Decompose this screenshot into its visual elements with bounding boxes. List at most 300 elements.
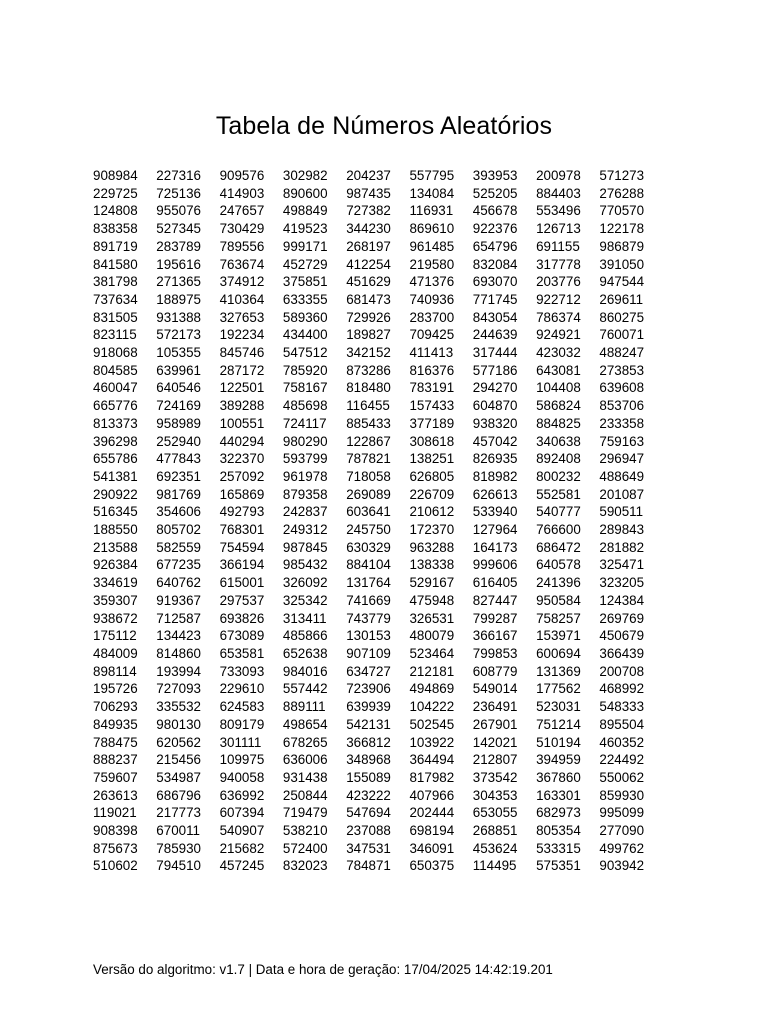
number-cell: 297537	[219, 592, 265, 608]
number-cell: 549014	[472, 681, 518, 697]
number-cell: 785920	[282, 362, 328, 378]
number-cell: 770570	[599, 203, 645, 219]
table-row	[93, 202, 663, 220]
number-cell: 471376	[409, 274, 455, 290]
number-cell: 875673	[93, 840, 138, 856]
number-cell: 367860	[536, 769, 581, 785]
number-cell: 364494	[409, 752, 455, 768]
table-row	[93, 822, 663, 840]
number-cell: 799287	[472, 610, 518, 626]
number-cell: 271365	[156, 274, 201, 290]
number-cell: 201087	[599, 486, 645, 502]
number-cell: 818480	[346, 380, 391, 396]
number-cell: 922376	[472, 221, 518, 237]
number-cell: 891719	[93, 238, 138, 254]
number-cell: 547512	[282, 345, 328, 361]
number-cell: 131369	[536, 663, 581, 679]
number-cell: 727093	[156, 681, 201, 697]
number-cell: 322370	[219, 451, 265, 467]
table-row	[93, 256, 663, 274]
number-cell: 200978	[536, 168, 581, 183]
number-cell: 268197	[346, 238, 391, 254]
number-cell: 961978	[282, 468, 328, 484]
number-cell: 114495	[472, 858, 517, 874]
number-cell: 302982	[282, 168, 328, 183]
number-cell: 165869	[219, 486, 265, 502]
number-cell: 751214	[536, 716, 581, 732]
table-row	[93, 309, 663, 327]
number-cell: 217773	[156, 805, 201, 821]
number-cell: 931388	[156, 309, 201, 325]
table-row	[93, 450, 663, 468]
number-cell: 488649	[599, 468, 645, 484]
number-cell: 540777	[536, 504, 581, 520]
number-cell: 326092	[282, 575, 328, 591]
number-cell: 908398	[93, 823, 138, 839]
number-cell: 884104	[346, 557, 391, 573]
number-cell: 296947	[599, 451, 645, 467]
number-cell: 938320	[472, 415, 518, 431]
number-cell: 105355	[156, 345, 201, 361]
number-cell: 153971	[536, 628, 581, 644]
number-cell: 215682	[219, 840, 265, 856]
number-cell: 477843	[156, 451, 201, 467]
number-cell: 655786	[93, 451, 138, 467]
number-cell: 195726	[93, 681, 138, 697]
table-row	[93, 610, 663, 628]
number-cell: 533940	[472, 504, 518, 520]
table-row	[93, 592, 663, 610]
table-row	[93, 397, 663, 415]
number-cell: 572173	[156, 327, 201, 343]
number-cell: 586824	[536, 398, 581, 414]
number-cell: 393953	[472, 168, 518, 183]
number-cell: 475948	[409, 592, 455, 608]
number-cell: 771745	[472, 291, 518, 307]
number-cell: 100551	[219, 415, 265, 431]
number-cell: 233358	[599, 415, 645, 431]
number-cell: 826935	[472, 451, 518, 467]
number-cell: 157433	[409, 398, 455, 414]
number-cell: 252940	[156, 433, 201, 449]
number-cell: 981769	[156, 486, 201, 502]
table-row	[93, 220, 663, 238]
number-cell: 375851	[282, 274, 328, 290]
number-cell: 670011	[156, 823, 200, 839]
number-cell: 414903	[219, 185, 265, 201]
number-cell: 488247	[599, 345, 645, 361]
number-cell: 557442	[282, 681, 328, 697]
number-cell: 247657	[219, 203, 265, 219]
number-cell: 104222	[409, 699, 455, 715]
number-cell: 804585	[93, 362, 138, 378]
number-cell: 523031	[536, 699, 581, 715]
number-cell: 124384	[599, 592, 645, 608]
number-cell: 817982	[409, 769, 455, 785]
number-cell: 281882	[599, 539, 645, 555]
number-cell: 706293	[93, 699, 138, 715]
number-cell: 652638	[282, 645, 328, 661]
number-cell: 724117	[282, 415, 327, 431]
number-cell: 572400	[282, 840, 328, 856]
number-cell: 958989	[156, 415, 201, 431]
number-cell: 366812	[346, 734, 391, 750]
number-cell: 327653	[219, 309, 265, 325]
number-cell: 193994	[156, 663, 201, 679]
number-cell: 313411	[282, 610, 327, 626]
number-cell: 788475	[93, 734, 138, 750]
number-cell: 283700	[409, 309, 455, 325]
number-cell: 172370	[409, 522, 455, 538]
number-cell: 269089	[346, 486, 391, 502]
number-cell: 754594	[219, 539, 265, 555]
table-row	[93, 663, 663, 681]
number-cell: 849935	[93, 716, 138, 732]
number-cell: 273853	[599, 362, 645, 378]
table-row	[93, 857, 663, 875]
number-cell: 366439	[599, 645, 645, 661]
number-cell: 729926	[346, 309, 391, 325]
number-cell: 653055	[472, 805, 518, 821]
number-cell: 931438	[282, 769, 328, 785]
number-cell: 624583	[219, 699, 265, 715]
number-cell: 650375	[409, 858, 455, 874]
number-cell: 227316	[156, 168, 201, 183]
number-cell: 348968	[346, 752, 391, 768]
table-row	[93, 167, 663, 185]
table-row	[93, 521, 663, 539]
number-cell: 698194	[409, 823, 455, 839]
number-cell: 366194	[219, 557, 265, 573]
number-cell: 450679	[599, 628, 645, 644]
number-cell: 577186	[472, 362, 518, 378]
number-cell: 229725	[93, 185, 138, 201]
number-cell: 843054	[472, 309, 518, 325]
number-cell: 423222	[346, 787, 391, 803]
number-cell: 955076	[156, 203, 201, 219]
number-cell: 494869	[409, 681, 455, 697]
number-cell: 212181	[409, 663, 455, 679]
number-cell: 354606	[156, 504, 201, 520]
number-cell: 884825	[536, 415, 581, 431]
number-cell: 267901	[472, 716, 518, 732]
number-cell: 534987	[156, 769, 201, 785]
number-cell: 325342	[282, 592, 328, 608]
number-cell: 277090	[599, 823, 645, 839]
number-cell: 984016	[282, 663, 328, 679]
number-cell: 340638	[536, 433, 581, 449]
number-cell: 950584	[536, 592, 581, 608]
number-cell: 366167	[472, 628, 518, 644]
number-cell: 188975	[156, 291, 201, 307]
table-row	[93, 645, 663, 663]
number-cell: 237088	[346, 823, 391, 839]
number-cell: 325471	[599, 557, 645, 573]
table-row	[93, 503, 663, 521]
table-row	[93, 804, 663, 822]
number-cell: 665776	[93, 398, 138, 414]
number-cell: 593799	[282, 451, 328, 467]
number-cell: 985432	[282, 557, 328, 573]
number-cell: 412254	[346, 256, 391, 272]
table-row	[93, 379, 663, 397]
table-row	[93, 362, 663, 380]
number-cell: 131764	[346, 575, 391, 591]
table-row	[93, 751, 663, 769]
number-cell: 317778	[536, 256, 581, 272]
number-cell: 608779	[472, 663, 518, 679]
number-cell: 766600	[536, 522, 581, 538]
number-cell: 620562	[156, 734, 201, 750]
number-cell: 457042	[472, 433, 518, 449]
number-cell: 116455	[346, 398, 390, 414]
number-cell: 410364	[219, 291, 265, 307]
number-cell: 723906	[346, 681, 391, 697]
number-cell: 607394	[219, 805, 265, 821]
number-cell: 889111	[282, 699, 326, 715]
number-cell: 814860	[156, 645, 201, 661]
number-cell: 175112	[93, 628, 137, 644]
number-cell: 999606	[472, 557, 518, 573]
number-cell: 346091	[409, 840, 455, 856]
number-cell: 986879	[599, 238, 645, 254]
number-cell: 763674	[219, 256, 265, 272]
number-cell: 538210	[282, 823, 328, 839]
number-cell: 124808	[93, 203, 138, 219]
number-cell: 138338	[409, 557, 455, 573]
number-cell: 845746	[219, 345, 265, 361]
number-cell: 212807	[472, 752, 518, 768]
number-cell: 859930	[599, 787, 645, 803]
number-cell: 457245	[219, 858, 265, 874]
number-cell: 884403	[536, 185, 581, 201]
number-cell: 323205	[599, 575, 645, 591]
number-cell: 203776	[536, 274, 581, 290]
table-row	[93, 291, 663, 309]
number-cell: 895504	[599, 716, 645, 732]
number-cell: 718058	[346, 468, 391, 484]
number-cell: 995099	[599, 805, 645, 821]
number-cell: 640546	[156, 380, 201, 396]
number-cell: 873286	[346, 362, 391, 378]
number-cell: 389288	[219, 398, 265, 414]
number-cell: 219580	[409, 256, 455, 272]
number-cell: 229610	[219, 681, 265, 697]
number-cell: 805354	[536, 823, 581, 839]
table-row	[93, 344, 663, 362]
table-row	[93, 787, 663, 805]
number-cell: 411413	[409, 345, 454, 361]
number-cell: 616405	[472, 575, 518, 591]
random-numbers-table	[93, 167, 663, 875]
number-cell: 640762	[156, 575, 201, 591]
number-cell: 903942	[599, 858, 645, 874]
number-cell: 215456	[156, 752, 201, 768]
number-cell: 575351	[536, 858, 581, 874]
number-cell: 510602	[93, 858, 138, 874]
number-cell: 918068	[93, 345, 138, 361]
number-cell: 202444	[409, 805, 455, 821]
number-cell: 768301	[219, 522, 265, 538]
number-cell: 103922	[409, 734, 455, 750]
number-cell: 499762	[599, 840, 645, 856]
number-cell: 633355	[282, 291, 328, 307]
number-cell: 919367	[156, 592, 201, 608]
number-cell: 636992	[219, 787, 265, 803]
number-cell: 407966	[409, 787, 455, 803]
number-cell: 456678	[472, 203, 518, 219]
number-cell: 908984	[93, 168, 138, 183]
number-cell: 636006	[282, 752, 328, 768]
table-row	[93, 840, 663, 858]
number-cell: 484009	[93, 645, 138, 661]
table-row	[93, 627, 663, 645]
number-cell: 922712	[536, 291, 581, 307]
number-cell: 823115	[93, 327, 137, 343]
number-cell: 724169	[156, 398, 201, 414]
number-cell: 294270	[472, 380, 518, 396]
number-cell: 926384	[93, 557, 138, 573]
number-cell: 317444	[472, 345, 518, 361]
number-cell: 122501	[219, 380, 265, 396]
number-cell: 639939	[346, 699, 391, 715]
number-cell: 527345	[156, 221, 201, 237]
number-cell: 758257	[536, 610, 581, 626]
number-cell: 678265	[282, 734, 328, 750]
number-cell: 127964	[472, 522, 518, 538]
number-cell: 498654	[282, 716, 328, 732]
number-cell: 116931	[409, 203, 454, 219]
number-cell: 391050	[599, 256, 645, 272]
number-cell: 786374	[536, 309, 581, 325]
number-cell: 626613	[472, 486, 518, 502]
number-cell: 516345	[93, 504, 138, 520]
number-cell: 269611	[599, 291, 644, 307]
number-cell: 590511	[599, 504, 644, 520]
number-cell: 104408	[536, 380, 581, 396]
number-cell: 533315	[536, 840, 581, 856]
number-cell: 571273	[599, 168, 645, 183]
table-row	[93, 433, 663, 451]
number-cell: 879358	[282, 486, 328, 502]
number-cell: 640578	[536, 557, 581, 573]
number-cell: 691155	[536, 238, 580, 254]
number-cell: 730429	[219, 221, 265, 237]
number-cell: 381798	[93, 274, 138, 290]
table-row	[93, 769, 663, 787]
number-cell: 540907	[219, 823, 265, 839]
number-cell: 155089	[346, 769, 391, 785]
number-cell: 242837	[282, 504, 328, 520]
page-title: Tabela de Números Aleatórios	[215, 112, 553, 140]
number-cell: 134423	[156, 628, 201, 644]
number-cell: 122867	[346, 433, 391, 449]
number-cell: 523464	[409, 645, 455, 661]
number-cell: 693070	[472, 274, 518, 290]
number-cell: 510194	[536, 734, 581, 750]
generation-info-footer: Versão do algoritmo: v1.7 | Data e hora de geração: 17/04/2025 14:42:19.201	[93, 962, 553, 977]
number-cell: 831505	[93, 309, 138, 325]
number-cell: 250844	[282, 787, 328, 803]
number-cell: 759607	[93, 769, 138, 785]
number-cell: 334619	[93, 575, 138, 591]
number-cell: 257092	[219, 468, 265, 484]
number-cell: 709425	[409, 327, 455, 343]
number-cell: 249312	[282, 522, 328, 538]
number-cell: 164173	[472, 539, 518, 555]
number-cell: 799853	[472, 645, 518, 661]
number-cell: 838358	[93, 221, 138, 237]
number-cell: 639608	[599, 380, 645, 396]
number-cell: 276288	[599, 185, 645, 201]
number-cell: 794510	[156, 858, 201, 874]
number-cell: 869610	[409, 221, 455, 237]
number-cell: 142021	[472, 734, 518, 750]
number-cell: 525205	[472, 185, 518, 201]
number-cell: 529167	[409, 575, 455, 591]
number-cell: 809179	[219, 716, 265, 732]
number-cell: 189827	[346, 327, 391, 343]
number-cell: 119021	[93, 805, 137, 821]
number-cell: 841580	[93, 256, 138, 272]
number-cell: 440294	[219, 433, 265, 449]
number-cell: 138251	[409, 451, 455, 467]
table-row	[93, 556, 663, 574]
number-cell: 961485	[409, 238, 455, 254]
number-cell: 682973	[536, 805, 581, 821]
number-cell: 241396	[536, 575, 581, 591]
table-row	[93, 698, 663, 716]
number-cell: 725136	[156, 185, 201, 201]
number-cell: 784871	[346, 858, 391, 874]
number-cell: 626805	[409, 468, 455, 484]
number-cell: 737634	[93, 291, 138, 307]
table-row	[93, 326, 663, 344]
number-cell: 204237	[346, 168, 391, 183]
number-cell: 122178	[599, 221, 645, 237]
number-cell: 200708	[599, 663, 645, 679]
number-cell: 453624	[472, 840, 518, 856]
number-cell: 480079	[409, 628, 455, 644]
number-cell: 783191	[409, 380, 455, 396]
number-cell: 987435	[346, 185, 391, 201]
number-cell: 226709	[409, 486, 455, 502]
number-cell: 987845	[282, 539, 328, 555]
number-cell: 892408	[536, 451, 581, 467]
number-cell: 326531	[409, 610, 455, 626]
number-cell: 853706	[599, 398, 645, 414]
number-cell: 727382	[346, 203, 391, 219]
number-cell: 980130	[156, 716, 201, 732]
number-cell: 999171	[282, 238, 328, 254]
number-cell: 813373	[93, 415, 138, 431]
number-cell: 758167	[282, 380, 328, 396]
number-cell: 263613	[93, 787, 138, 803]
number-cell: 743779	[346, 610, 391, 626]
number-cell: 805702	[156, 522, 201, 538]
number-cell: 213588	[93, 539, 138, 555]
number-cell: 890600	[282, 185, 328, 201]
number-cell: 210612	[409, 504, 455, 520]
number-cell: 396298	[93, 433, 138, 449]
number-cell: 347531	[346, 840, 391, 856]
number-cell: 719479	[282, 805, 328, 821]
number-cell: 677235	[156, 557, 201, 573]
number-cell: 832084	[472, 256, 518, 272]
number-cell: 760071	[599, 327, 645, 343]
number-cell: 451629	[346, 274, 391, 290]
number-cell: 643081	[536, 362, 581, 378]
